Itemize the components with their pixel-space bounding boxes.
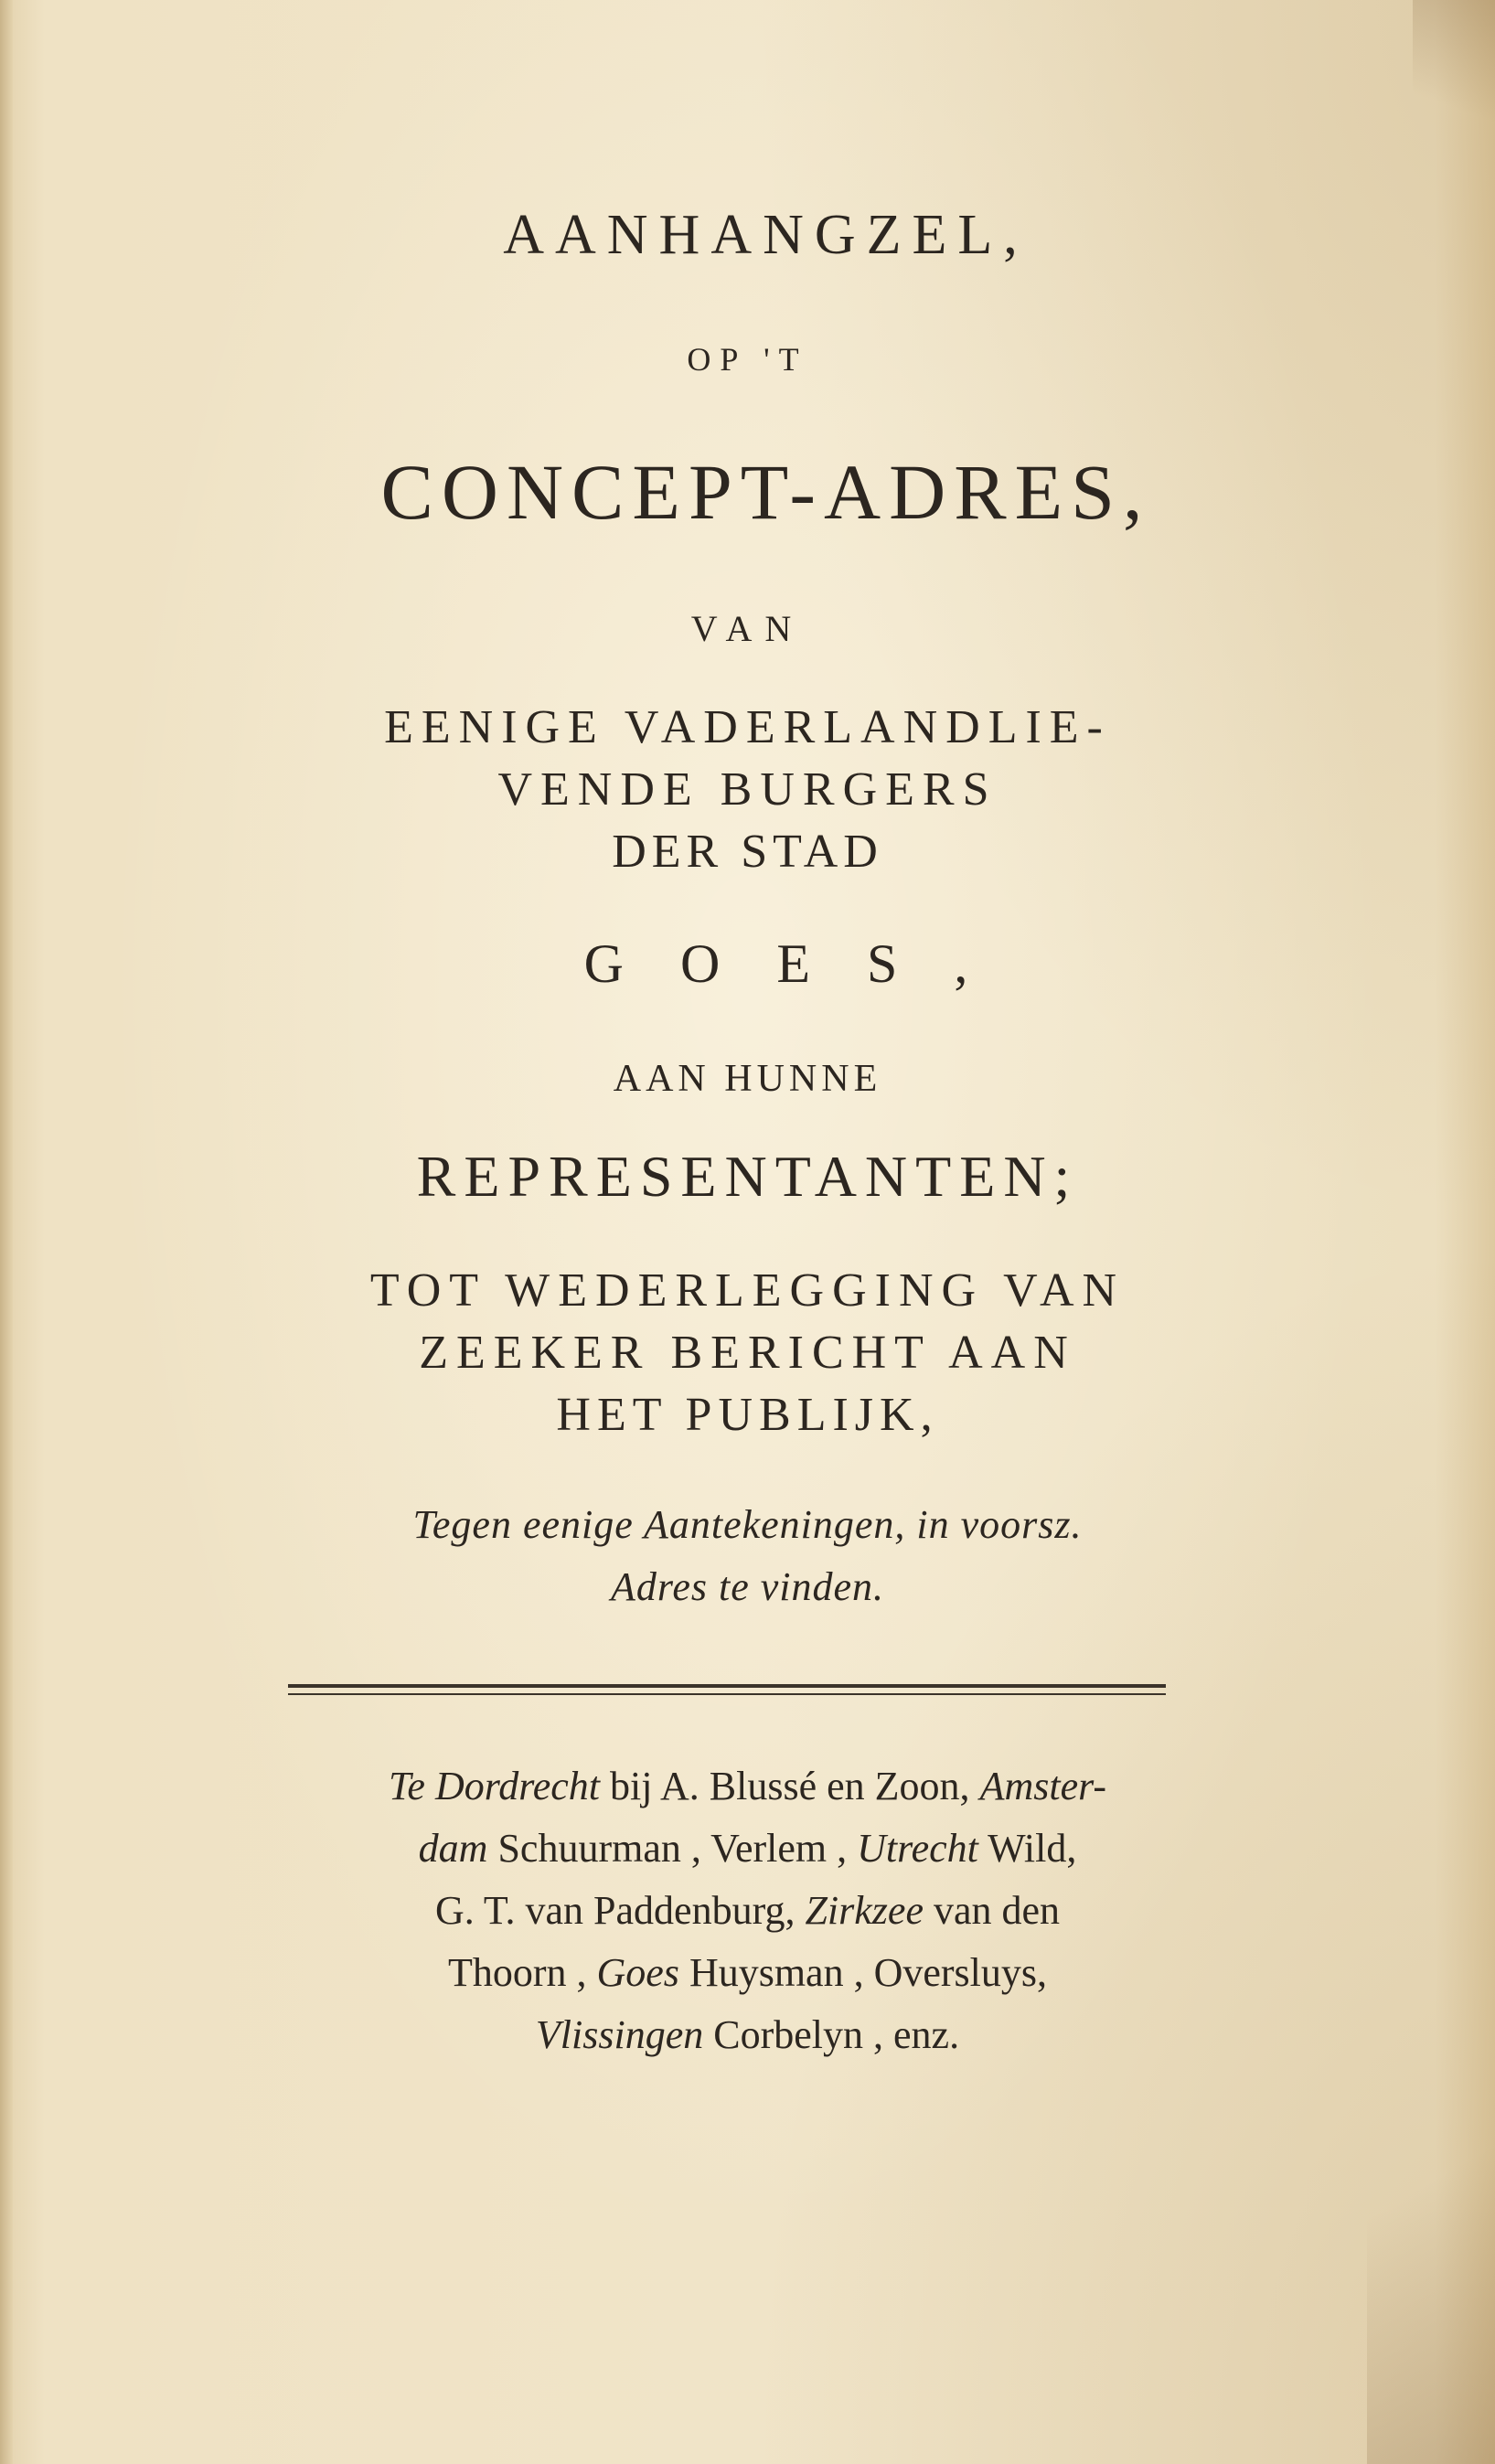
double-rule-divider — [288, 1684, 1166, 1697]
worn-corner-top — [1413, 0, 1495, 146]
rule-thick-line — [288, 1684, 1166, 1688]
imprint-place-amsterdam-cont: dam — [418, 1826, 488, 1871]
imprint-place-amsterdam: Amster- — [979, 1764, 1106, 1808]
title-line-goes: GOES, — [583, 933, 1025, 994]
imprint-place-zirkzee: Zirkzee — [805, 1888, 924, 1933]
imprint-line-4 — [0, 1949, 1495, 1996]
worn-corner-bottom — [1367, 2080, 1495, 2464]
title-line-bericht: ZEEKER BERICHT AAN — [419, 1327, 1076, 1379]
rule-thin-line — [288, 1693, 1166, 1695]
imprint-text: van den — [923, 1888, 1061, 1933]
title-line-eenige: EENIGE VADERLANDLIE- — [384, 701, 1111, 753]
title-line-representanten: REPRESENTANTEN; — [416, 1144, 1079, 1209]
imprint-line-5 — [0, 2011, 1495, 2058]
imprint-text: Thoorn , — [447, 1950, 597, 1995]
imprint-place-dordrecht: Te Dordrecht — [389, 1764, 600, 1808]
imprint-place-utrecht: Utrecht — [857, 1826, 978, 1871]
subtitle-line-tegen: Tegen eenige Aantekeningen, in voorsz. — [412, 1502, 1083, 1547]
title-line-burgers: VENDE BURGERS — [497, 763, 998, 816]
title-line-op-t: OP 'T — [687, 341, 808, 378]
imprint-text: G. T. van Paddenburg, — [434, 1888, 806, 1933]
imprint-text: Huysman , Oversluys, — [678, 1950, 1048, 1995]
imprint-text: Wild, — [977, 1826, 1077, 1871]
title-line-concept-adres: CONCEPT-ADRES, — [380, 448, 1151, 536]
subtitle-line-adres: Adres te vinden. — [610, 1564, 885, 1609]
imprint-place-goes: Goes — [596, 1950, 679, 1995]
imprint-text: Corbelyn , enz. — [703, 2012, 960, 2057]
imprint-line-1 — [0, 1763, 1495, 1809]
imprint-place-vlissingen: Vlissingen — [535, 2012, 704, 2057]
imprint-text: bij A. Blussé en Zoon, — [600, 1764, 980, 1808]
title-line-van: VAN — [690, 608, 805, 649]
imprint-text: Schuurman , Verlem , — [487, 1826, 858, 1871]
title-line-der-stad: DER STAD — [612, 826, 883, 878]
title-line-aanhangzel: AANHANGZEL, — [503, 204, 1029, 266]
imprint-line-3 — [0, 1887, 1495, 1934]
imprint-line-2 — [0, 1825, 1495, 1872]
title-line-publijk: HET PUBLIJK, — [556, 1389, 939, 1441]
title-line-wederlegging: TOT WEDERLEGGING VAN — [369, 1264, 1126, 1317]
title-line-aan-hunne: AAN HUNNE — [613, 1058, 882, 1100]
